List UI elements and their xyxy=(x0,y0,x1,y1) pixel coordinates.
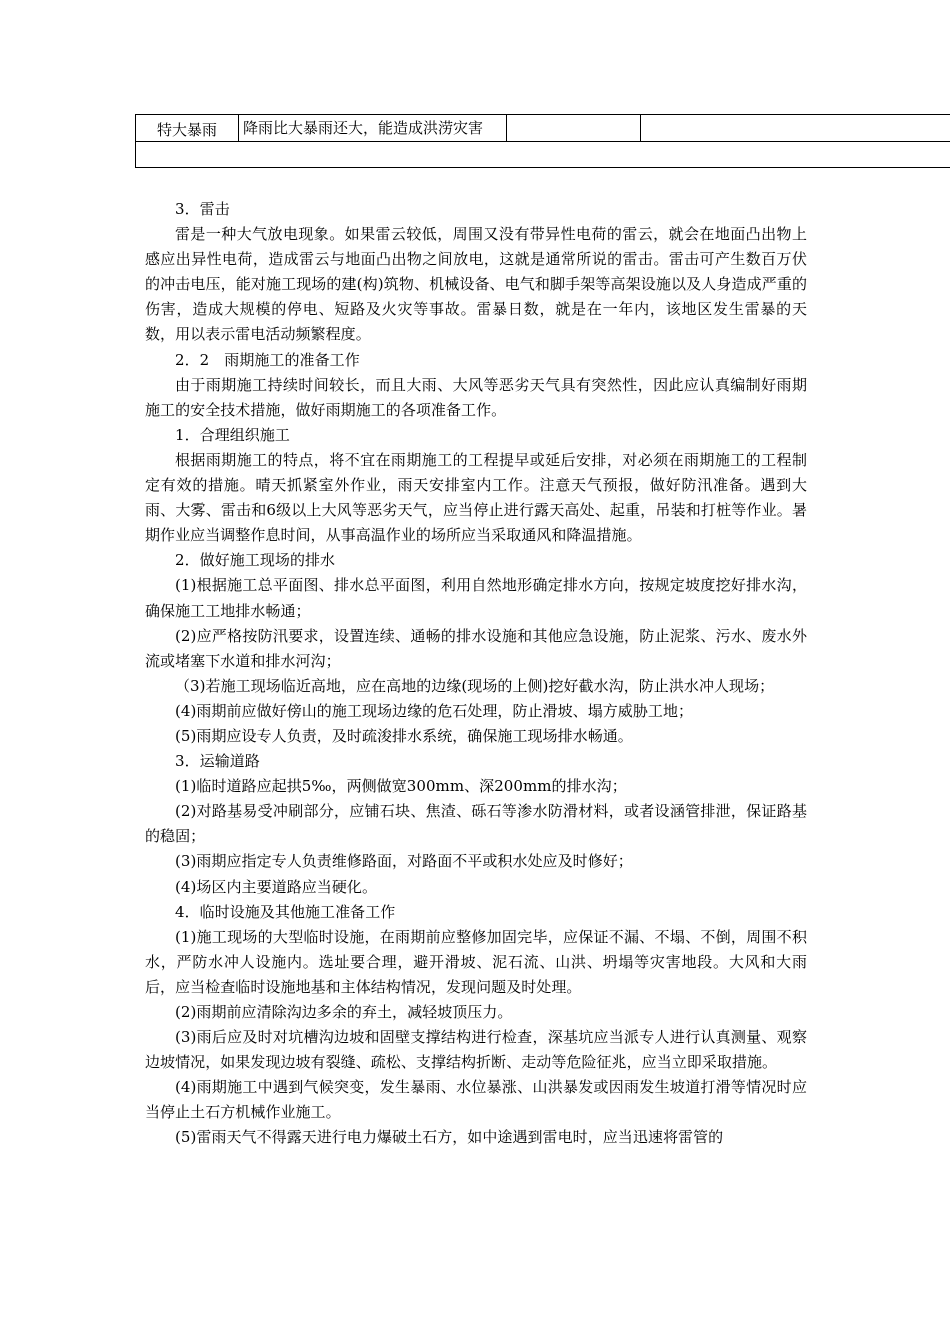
section-heading: 2．做好施工现场的排水 xyxy=(175,551,336,570)
list-item: (2)应严格按防汛要求，设置连续、通畅的排水设施和其他应急设施，防止泥浆、污水、废水外流或堵塞下水道和排水河沟； xyxy=(145,626,807,670)
rain-level-cell: 特大暴雨 xyxy=(136,115,239,142)
section-heading: 3．运输道路 xyxy=(175,752,260,771)
table-cell-empty xyxy=(507,115,641,142)
list-item: (1)临时道路应起拱5‰，两侧做宽300mm、深200mm的排水沟； xyxy=(175,777,627,796)
list-item: (4)雨期前应做好傍山的施工现场边缘的危石处理，防止滑坡、塌方威胁工地； xyxy=(175,701,694,720)
list-item: （3)若施工现场临近高地，应在高地的边缘(现场的上侧)挖好截水沟，防止洪水冲人现场； xyxy=(175,676,775,695)
document-body xyxy=(145,197,807,1151)
table-cell-empty xyxy=(641,115,950,142)
paragraph: 由于雨期施工持续时间较长，而且大雨、大风等恶劣天气具有突然性，因此应认真编制好雨期施工的安全技术措施，做好雨期施工的各项准备工作。 xyxy=(145,375,807,419)
list-item: (5)雨期应设专人负责，及时疏浚排水系统，确保施工现场排水畅通。 xyxy=(175,726,633,745)
list-item: (1)根据施工总平面图、排水总平面图，利用自然地形确定排水方向，按规定坡度挖好排水沟，确保施工工地排水畅通； xyxy=(145,576,807,620)
section-heading: 3．雷击 xyxy=(175,200,230,218)
list-item: (3)雨后应及时对坑槽沟边坡和固壁支撑结构进行检查，深基坑应当派专人进行认真测量、观察边坡情况，如果发现边坡有裂缝、疏松、支撑结构折断、走动等危险征兆，应当立即采取措施。 xyxy=(145,1028,807,1072)
table-row-empty xyxy=(136,142,950,168)
list-item: (4)场区内主要道路应当硬化。 xyxy=(175,877,377,896)
list-item: (2)对路基易受冲刷部分，应铺石块、焦渣、砾石等渗水防滑材料，或者设涵管排泄，保证路基的稳固； xyxy=(145,802,807,846)
list-item: (1)施工现场的大型临时设施，在雨期前应整修加固完毕，应保证不漏、不塌、不倒，周围不积水，严防水冲人设施内。选址要合理，避开滑坡、泥石流、山洪、坍塌等灾害地段。大风和大雨后，应当检查临时设施地基和主体结构情况，发现问题及时处理。 xyxy=(145,927,807,996)
table-row xyxy=(136,115,950,142)
list-item: (4)雨期施工中遇到气候突变，发生暴雨、水位暴涨、山洪暴发或因雨发生坡道打滑等情况时应当停止土石方机械作业施工。 xyxy=(145,1078,807,1122)
table-cell-empty xyxy=(136,142,950,168)
list-item: (3)雨期应指定专人负责维修路面，对路面不平或积水处应及时修好； xyxy=(175,852,633,871)
list-item: (5)雷雨天气不得露天进行电力爆破土石方，如中途遇到雷电时，应当迅速将雷管的 xyxy=(175,1128,724,1147)
paragraph: 根据雨期施工的特点，将不宜在雨期施工的工程提早或延后安排，对必须在雨期施工的工程制定有效的措施。晴天抓紧室外作业，雨天安排室内工作。注意天气预报，做好防汛准备。遇到大雨、大雾、雷击和6级以上大风等恶劣天气，应当停止进行露天高处、起重，吊装和打桩等作业。暑期作业应当调整作息时间，从事高温作业的场所应当采取通风和降温措施。 xyxy=(145,450,807,545)
section-heading: 2．2 雨期施工的准备工作 xyxy=(175,350,360,369)
section-heading: 4．临时设施及其他施工准备工作 xyxy=(175,902,396,921)
section-heading: 1．合理组织施工 xyxy=(175,425,290,444)
rain-description-cell: 降雨比大暴雨还大，能造成洪涝灾害 xyxy=(239,115,507,142)
list-item: (2)雨期前应清除沟边多余的弃土，减轻坡顶压力。 xyxy=(175,1003,513,1021)
rainfall-level-table xyxy=(135,114,950,168)
paragraph: 雷是一种大气放电现象。如果雷云较低，周围又没有带异性电荷的雷云，就会在地面凸出物上感应出异性电荷，造成雷云与地面凸出物之间放电，这就是通常所说的雷击。雷击可产生数百万伏的冲击电压，能对施工现场的建(构)筑物、机械设备、电气和脚手架等高架设施以及人身造成严重的伤害，造成大规模的停电、短路及火灾等事故。雷暴日数，就是在一年内，该地区发生雷暴的天数，用以表示雷电活动频繁程度。 xyxy=(145,225,807,344)
